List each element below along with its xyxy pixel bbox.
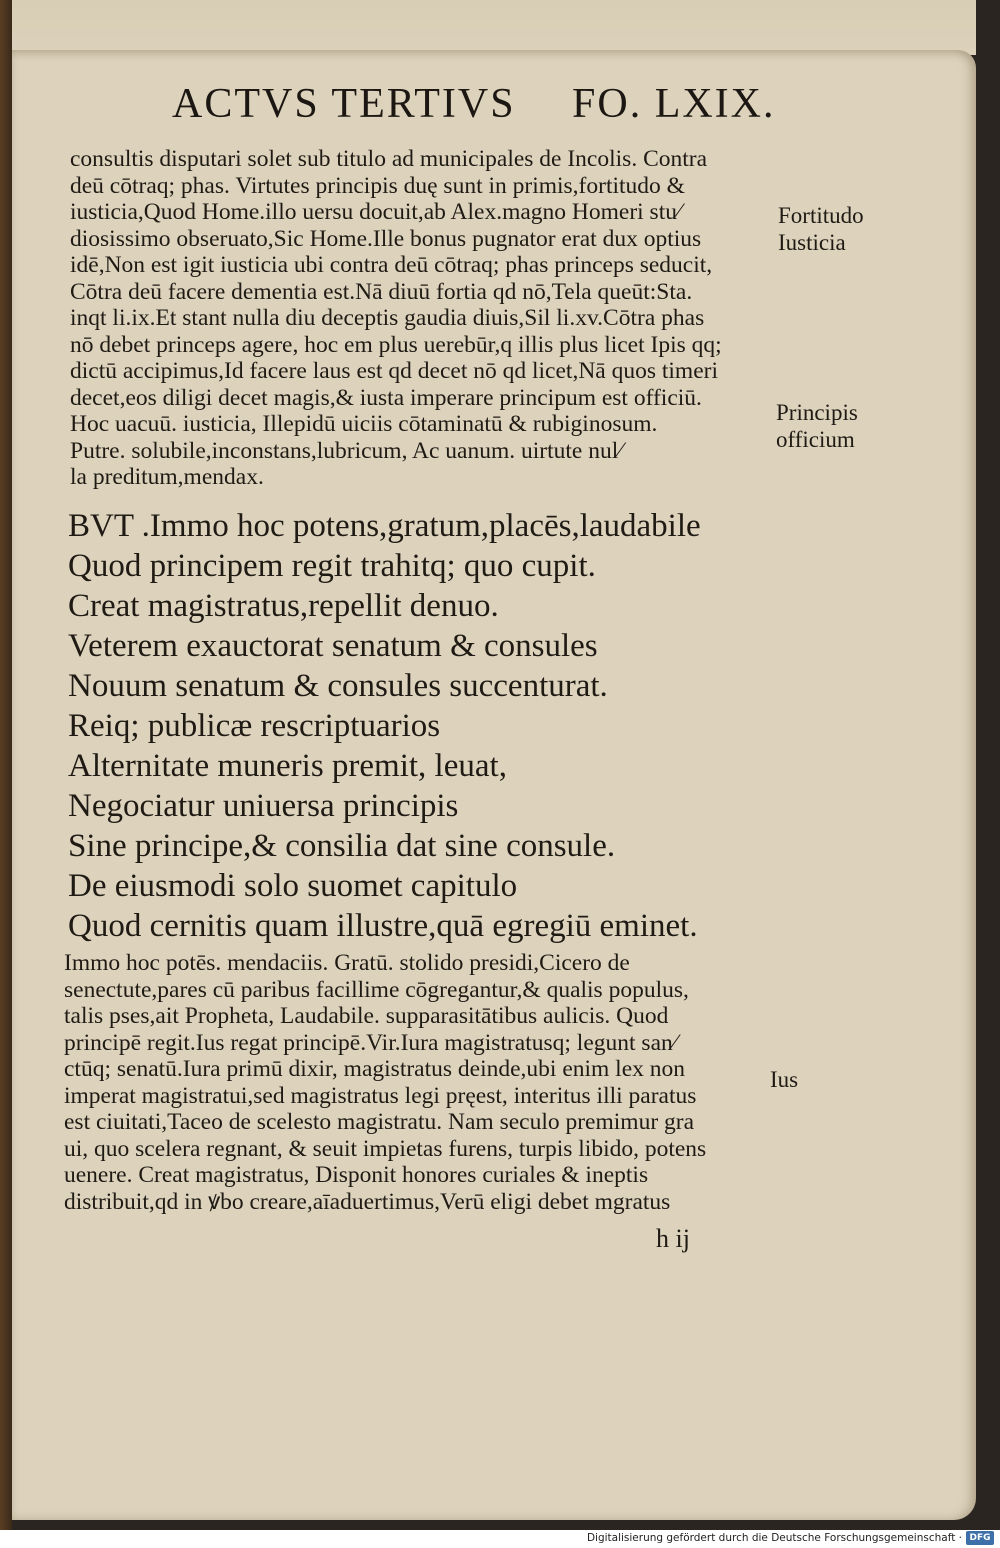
text-line: senectute,pares cū paribus facillime cōgregantur,& qualis populus, <box>64 976 689 1003</box>
text-line: decet,eos diligi decet magis,& iusta imperare principum est officiū. <box>70 384 702 411</box>
text-line: iusticia,Quod Home.illo uersu docuit,ab Alex.magno Homeri stu⁄ <box>70 199 681 225</box>
binding-edge <box>0 0 12 1530</box>
verse-line: Reiq; publicæ rescriptuarios <box>68 708 441 744</box>
text-line: nō debet princeps agere, hoc em plus uerebūr,q illis plus licet Ipis qq; <box>70 331 722 358</box>
page-title: ACTVS TERTIVS <box>172 81 516 127</box>
verse-line: Quod principem regit trahitq; quo cupit. <box>68 548 596 584</box>
text-line: distribuit,qd in ꝟbo creare,aīaduertimus,Verū eligi debet mgratus <box>64 1188 671 1215</box>
text-line: ctūq; senatū.Iura primū dixir, magistratus deinde,ubi enim lex non <box>64 1056 686 1082</box>
verse-line: Creat magistratus,repellit denuo. <box>68 588 499 624</box>
verse-block <box>68 506 701 946</box>
text-line: est ciuitati,Taceo de scelesto magistratu. Nam seculo premimur gra <box>64 1109 695 1135</box>
text-line: dictū accipimus,Id facere laus est qd decet nō qd licet,Nā quos timeri <box>70 358 718 384</box>
text-line: inqt li.ix.Et stant nulla diu deceptis gaudia diuis,Sil li.xv.Cōtra phas <box>70 305 705 331</box>
verse-line: Sine principe,& consilia dat sine consule. <box>68 828 616 864</box>
text-line: la preditum,mendax. <box>70 464 264 490</box>
margin-note-officium: officium <box>776 427 855 452</box>
running-head <box>0 80 1000 140</box>
verse-line: Quod cernitis quam illustre,quā egregiū eminet. <box>68 908 698 944</box>
text-line: imperat magistratui,sed magistratus legi pręest, interitus illi paratus <box>64 1082 697 1109</box>
text-line: Cōtra deū facere dementia est.Nā diuū fortia qd nō,Tela queūt:Sta. <box>70 278 693 305</box>
verse-line: BVT .Immo hoc potens,gratum,placēs,laudabile <box>68 508 701 544</box>
text-line: deū cōtraq; phas. Virtutes principis duę sunt in primis,fortitudo & <box>70 172 685 199</box>
footer-credit: Digitalisierung gefördert durch die Deutsche Forschungsgemeinschaft · <box>586 1532 962 1544</box>
margin-note-iusticia: Iusticia <box>778 230 846 255</box>
commentary-bottom <box>64 950 706 1215</box>
margin-note-principis: Principis <box>776 400 858 425</box>
text-line: talis pses,ait Propheta, Laudabile. supparasitātibus aulicis. Quod <box>64 1003 669 1029</box>
verse-line: Veterem exauctorat senatum & consules <box>68 628 598 664</box>
text-line: Immo hoc potēs. mendaciis. Gratū. stolido presidi,Cicero de <box>64 950 630 976</box>
dfg-logo-icon: DFG <box>966 1531 994 1545</box>
text-line: consultis disputari solet sub titulo ad municipales de Incolis. Contra <box>70 146 708 172</box>
text-line: Putre. solubile,inconstans,lubricum, Ac uanum. uirtute nul⁄ <box>70 437 623 464</box>
verse-line: Negociatur uniuersa principis <box>68 788 459 824</box>
text-line: Hoc uacuū. iusticia, Illepidū uiciis cōtaminatū & rubiginosum. <box>70 411 658 437</box>
text-line: ui, quo scelera regnant, & seuit impietas furens, turpis libido, potens <box>64 1135 707 1162</box>
text-line: uenere. Creat magistratus, Disponit honores curiales & ineptis <box>64 1162 649 1188</box>
folio-number: FO. LXIX. <box>572 81 776 127</box>
text-line: diosissimo obseruato,Sic Home.Ille bonus pugnator erat dux optius <box>70 225 702 252</box>
text-line: idē,Non est igit iusticia ubi contra deū cōtraq; phas princeps seducit, <box>70 252 713 278</box>
commentary-top <box>70 146 722 491</box>
verse-line: Nouum senatum & consules succenturat. <box>68 668 608 704</box>
page-top <box>12 0 976 55</box>
verse-line: Alternitate muneris premit, leuat, <box>68 748 507 784</box>
signature-mark: h ij <box>656 1224 690 1253</box>
margin-note-ius: Ius <box>770 1067 799 1092</box>
margin-note-fortitudo: Fortitudo <box>778 203 864 228</box>
text-line: principē regit.Ius regat principē.Vir.Iura magistratusq; legunt san⁄ <box>64 1029 677 1056</box>
verse-line: De eiusmodi solo suomet capitulo <box>68 868 518 904</box>
